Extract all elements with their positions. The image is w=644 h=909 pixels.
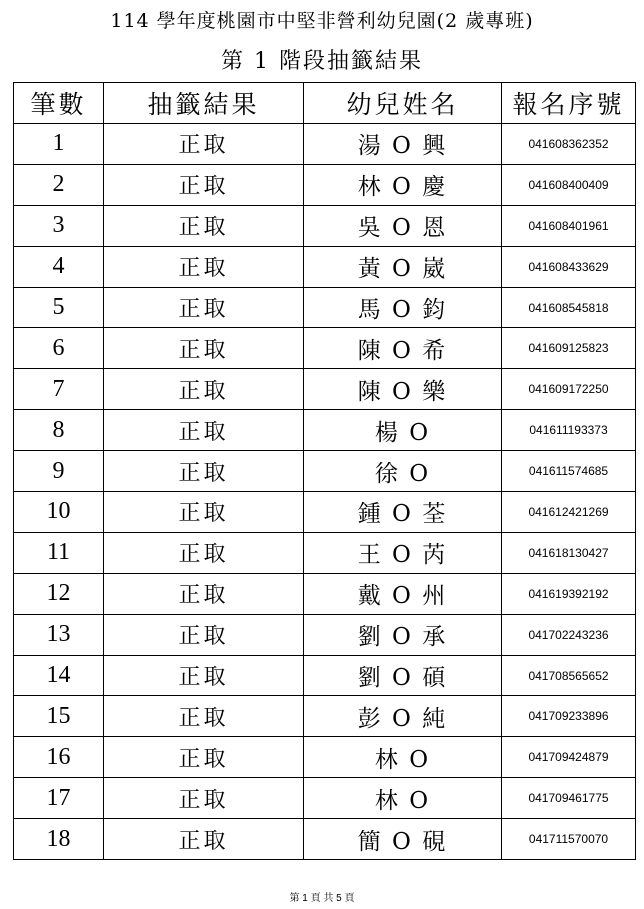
- row-registration-no-cell: 041708565652: [502, 655, 636, 696]
- row-child-name-cell: 吳 O 恩: [304, 205, 502, 246]
- row-child-name-cell: 黃 O 崴: [304, 246, 502, 287]
- row-child-name-cell: 楊 O: [304, 410, 502, 451]
- column-header-registration-no: 報名序號: [502, 83, 636, 124]
- row-count-cell: 12: [14, 573, 104, 614]
- row-registration-no-cell: 041609172250: [502, 369, 636, 410]
- row-count-cell: 4: [14, 246, 104, 287]
- row-child-name-cell: 林 O 慶: [304, 164, 502, 205]
- row-child-name-cell: 林 O: [304, 778, 502, 819]
- row-registration-no-cell: 041709424879: [502, 737, 636, 778]
- table-row: [14, 287, 636, 328]
- row-result-cell: 正取: [104, 164, 304, 205]
- row-child-name-cell: 鍾 O 荃: [304, 492, 502, 533]
- row-child-name-cell: 林 O: [304, 737, 502, 778]
- row-result-cell: 正取: [104, 573, 304, 614]
- row-registration-no-cell: 041608401961: [502, 205, 636, 246]
- row-registration-no-cell: 041608433629: [502, 246, 636, 287]
- row-result-cell: 正取: [104, 655, 304, 696]
- row-count-cell: 16: [14, 737, 104, 778]
- row-result-cell: 正取: [104, 287, 304, 328]
- row-count-cell: 14: [14, 655, 104, 696]
- row-count-cell: 1: [14, 124, 104, 165]
- table-row: [14, 614, 636, 655]
- row-count-cell: 11: [14, 532, 104, 573]
- table-row: [14, 696, 636, 737]
- document-subtitle: 第 1 階段抽籤結果: [221, 49, 423, 74]
- table-header-row: [14, 83, 636, 124]
- row-count-cell: 13: [14, 614, 104, 655]
- table-row: [14, 451, 636, 492]
- row-registration-no-cell: 041619392192: [502, 573, 636, 614]
- table-row: [14, 205, 636, 246]
- table-row: [14, 328, 636, 369]
- row-count-cell: 18: [14, 819, 104, 860]
- row-registration-no-cell: 041612421269: [502, 492, 636, 533]
- row-result-cell: 正取: [104, 819, 304, 860]
- column-header-child-name: 幼兒姓名: [304, 83, 502, 124]
- row-count-cell: 17: [14, 778, 104, 819]
- row-registration-no-cell: 041608400409: [502, 164, 636, 205]
- row-count-cell: 3: [14, 205, 104, 246]
- table-row: [14, 369, 636, 410]
- row-count-cell: 15: [14, 696, 104, 737]
- row-child-name-cell: 馬 O 鈞: [304, 287, 502, 328]
- row-count-cell: 10: [14, 492, 104, 533]
- table-row: [14, 778, 636, 819]
- row-registration-no-cell: 041608362352: [502, 124, 636, 165]
- row-child-name-cell: 陳 O 希: [304, 328, 502, 369]
- row-result-cell: 正取: [104, 124, 304, 165]
- row-result-cell: 正取: [104, 328, 304, 369]
- row-result-cell: 正取: [104, 696, 304, 737]
- row-registration-no-cell: 041618130427: [502, 532, 636, 573]
- row-child-name-cell: 劉 O 碩: [304, 655, 502, 696]
- row-result-cell: 正取: [104, 410, 304, 451]
- row-registration-no-cell: 041711570070: [502, 819, 636, 860]
- row-registration-no-cell: 041709233896: [502, 696, 636, 737]
- row-child-name-cell: 王 O 芮: [304, 532, 502, 573]
- row-child-name-cell: 湯 O 興: [304, 124, 502, 165]
- row-result-cell: 正取: [104, 451, 304, 492]
- row-result-cell: 正取: [104, 532, 304, 573]
- row-registration-no-cell: 041611574685: [502, 451, 636, 492]
- row-child-name-cell: 彭 O 純: [304, 696, 502, 737]
- table-row: [14, 124, 636, 165]
- column-header-result: 抽籤結果: [104, 83, 304, 124]
- column-header-count: 筆數: [14, 83, 104, 124]
- row-registration-no-cell: 041702243236: [502, 614, 636, 655]
- table-row: [14, 737, 636, 778]
- page-number: 第 1 頁 共 5 頁: [289, 893, 355, 904]
- document-title: 114 學年度桃園市中堅非營利幼兒園(2 歲專班): [110, 10, 534, 32]
- table-row: [14, 164, 636, 205]
- row-count-cell: 8: [14, 410, 104, 451]
- row-count-cell: 2: [14, 164, 104, 205]
- row-result-cell: 正取: [104, 205, 304, 246]
- row-result-cell: 正取: [104, 246, 304, 287]
- row-child-name-cell: 劉 O 承: [304, 614, 502, 655]
- table-row: [14, 410, 636, 451]
- row-result-cell: 正取: [104, 737, 304, 778]
- table-row: [14, 532, 636, 573]
- row-count-cell: 6: [14, 328, 104, 369]
- table-row: [14, 492, 636, 533]
- table-row: [14, 819, 636, 860]
- row-result-cell: 正取: [104, 778, 304, 819]
- row-result-cell: 正取: [104, 492, 304, 533]
- row-registration-no-cell: 041611193373: [502, 410, 636, 451]
- row-result-cell: 正取: [104, 614, 304, 655]
- table-row: [14, 655, 636, 696]
- row-registration-no-cell: 041608545818: [502, 287, 636, 328]
- lottery-results-table: [13, 82, 636, 860]
- row-count-cell: 9: [14, 451, 104, 492]
- row-count-cell: 5: [14, 287, 104, 328]
- row-result-cell: 正取: [104, 369, 304, 410]
- row-child-name-cell: 戴 O 州: [304, 573, 502, 614]
- row-registration-no-cell: 041609125823: [502, 328, 636, 369]
- table-row: [14, 573, 636, 614]
- row-child-name-cell: 簡 O 硯: [304, 819, 502, 860]
- row-child-name-cell: 陳 O 樂: [304, 369, 502, 410]
- row-count-cell: 7: [14, 369, 104, 410]
- row-registration-no-cell: 041709461775: [502, 778, 636, 819]
- row-child-name-cell: 徐 O: [304, 451, 502, 492]
- table-row: [14, 246, 636, 287]
